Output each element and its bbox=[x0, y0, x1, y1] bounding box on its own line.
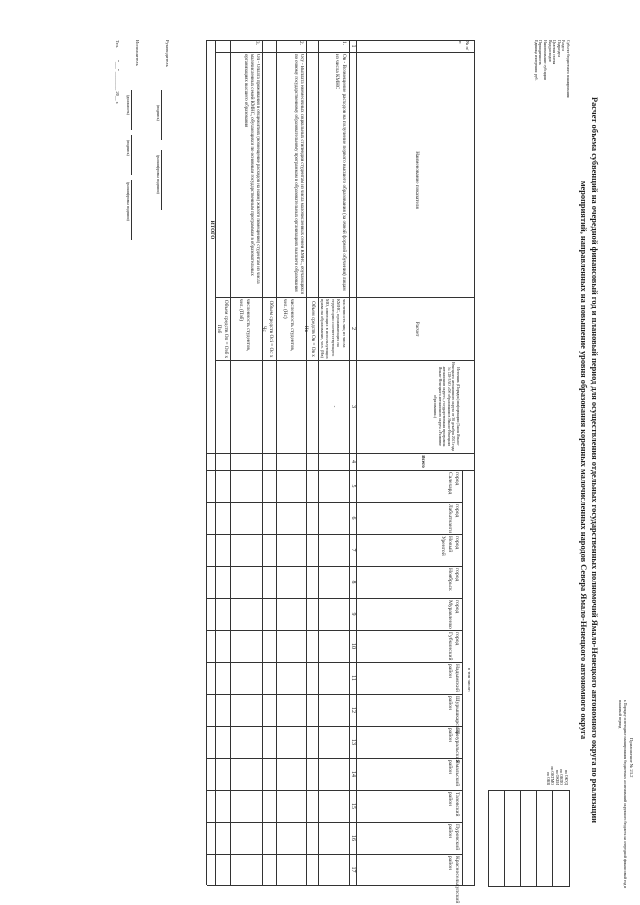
muni-krasnoselkupsky: Красноселькупский район bbox=[447, 856, 460, 904]
row-name: Оп - Оплата проживания в общежитиях (возмещение расходов на найм) жилого помещения) студентам из числа малочисленных семей КМНС, обучающихся по основным государственным программам в образовательных организациях высшего образования bbox=[243, 54, 260, 284]
col-number: 8 bbox=[350, 580, 356, 584]
muni-shuryshkary: Шурышкарский район bbox=[447, 696, 460, 735]
row-volume: Объем средств Осі = Ос x Чс bbox=[261, 300, 274, 358]
muni-tazovsky: Тазовский район bbox=[447, 792, 460, 817]
row-source: - bbox=[331, 405, 337, 408]
col-number: 1 bbox=[350, 44, 356, 48]
col-number: 9 bbox=[350, 612, 356, 616]
col-header-num: № п/п bbox=[458, 41, 470, 51]
name-hint: (расшифровка подписи) bbox=[156, 155, 160, 194]
col-number: 16 bbox=[350, 835, 356, 841]
muni-salekhard: город Салехард bbox=[447, 472, 460, 495]
row-volume: Объем средств Ов = Ов x Нв bbox=[303, 301, 316, 357]
col-number: 6 bbox=[350, 516, 356, 520]
col-number: 17 bbox=[350, 866, 356, 873]
col-number: 12 bbox=[350, 707, 356, 713]
row-calc: численность студентов, чел. (Пзб) bbox=[238, 299, 251, 352]
meta-periodicity: Периодичность bbox=[538, 40, 543, 66]
col-number: 13 bbox=[350, 739, 356, 745]
row-name: Осу - Выплата ежемесячных социальных стипендий студентам из числа малочисленных семей КМНС, обучающихся по очному государственному образовательному программам в образовательных организациях высшего образования bbox=[293, 54, 304, 295]
meta-block bbox=[533, 40, 570, 160]
col-number: 7 bbox=[350, 548, 356, 552]
sign-executor-label: Исполнитель bbox=[135, 40, 140, 66]
col-number: 14 bbox=[350, 771, 356, 777]
meta-section: Раздел bbox=[561, 40, 566, 51]
muni-novy-urengoy: город Новый Уренгой bbox=[440, 536, 460, 556]
sign-head-label: Руководитель bbox=[165, 40, 170, 67]
row-volume: Объем средств Оп = Озб x Пзб bbox=[216, 299, 229, 359]
title-line-1: Расчет объема субвенций на очередной финансовый год и плановый период для осуществления отдельных государственных полномочий Ямало-Ненецкого автономного округа по реализации bbox=[590, 97, 599, 823]
row-name: Ов - Возмещение расходов на получение первого высшего образования (за очной формой обучения) лицам из числа КМНС bbox=[334, 54, 347, 291]
code-okpo: по ОКПО bbox=[559, 769, 564, 785]
code-okv: по ОКВ bbox=[545, 772, 550, 785]
muni-priuralsky: Приуральский район bbox=[447, 728, 460, 763]
codes-labels bbox=[545, 745, 568, 785]
col-number: 2 bbox=[350, 327, 356, 330]
code-okei: по ОКЕИ bbox=[554, 769, 559, 785]
col-header-calc: Расчет bbox=[414, 321, 420, 337]
row-calc: численность студентов, чел. (Нс) bbox=[282, 299, 295, 352]
position-hint: (должность) bbox=[126, 95, 130, 115]
appendix-label: Приложение № 23.2 bbox=[629, 738, 634, 778]
row-num: 1. bbox=[341, 41, 347, 45]
col-number: 10 bbox=[350, 643, 356, 649]
col-number: 5 bbox=[350, 484, 356, 488]
row-num: 2. bbox=[298, 41, 304, 45]
meta-expense-type: Вид расходов bbox=[547, 40, 552, 62]
muni-nadym: Надымский район bbox=[447, 664, 460, 692]
muni-yamalsky: Ямальский район bbox=[447, 760, 460, 787]
col-number: 11 bbox=[350, 675, 356, 681]
codes-box bbox=[488, 790, 570, 887]
col-number: 3 bbox=[350, 405, 356, 408]
document-title bbox=[578, 40, 600, 880]
muni-noyabrsk: город Ноябрьск bbox=[447, 568, 460, 591]
col-header-total: Всего bbox=[420, 455, 425, 468]
total-row-label: ИТОГО bbox=[209, 220, 215, 240]
muni-gubkinsky: город Губкинский bbox=[447, 632, 460, 661]
meta-subsidy-name: Наименование субсидии bbox=[543, 40, 548, 80]
date-line: "___" ________ 20__ г. bbox=[115, 60, 120, 105]
meta-subsection: Подраздел bbox=[556, 40, 561, 57]
meta-subject: Субъект бюджетного планирования bbox=[566, 40, 570, 98]
phone-label: Тел. bbox=[115, 40, 120, 49]
meta-target-article: Целевая статья bbox=[552, 40, 557, 65]
col-number: 15 bbox=[350, 803, 356, 809]
row-calc: численность лиц из числа КМНС, проживающих на территории соответствующего МО, имеющих в использующих права на образование, чел. (Нв) bbox=[319, 299, 347, 359]
code-oktmo: по ОКТМО bbox=[550, 766, 555, 785]
name-hint-2: (расшифровка подписи) bbox=[126, 182, 130, 221]
sign-hint-2: (подпись) bbox=[126, 140, 130, 156]
row-num: 3. bbox=[254, 41, 260, 45]
col-header-source: Источник (Порядок) информации (Закон Ямало-Ненецкого автономного округа от 30 декабря 2013 года № 128-ЗАО «Об образовании в Ямало-Ненецком автономном округе», государственная программа Ямало-Ненецкого автономного округа «Развитие образования») bbox=[433, 361, 460, 452]
muni-purovsky: Пуровский район bbox=[447, 824, 460, 851]
code-okud: по ОКУД bbox=[564, 770, 568, 785]
sign-hint: (подпись) bbox=[156, 105, 160, 121]
col-number: 4 bbox=[350, 460, 356, 463]
meta-unit: Единица измерения: руб. bbox=[533, 40, 538, 81]
muni-muravlenko: город Муравленко bbox=[447, 600, 460, 629]
col-header-including: в том числе: bbox=[467, 668, 472, 692]
title-line-2: мероприятий, направленных на повышение уровня образования коренных малочисленных народов Севера Ямало-Ненецкого автономного округа bbox=[579, 180, 588, 740]
muni-labytnangi: город Лабытнанги bbox=[447, 504, 460, 534]
appendix-note: к Порядку и методике планирования бюджетных ассигнований окружного бюджета на очередной финансовый год и плановый период bbox=[618, 700, 627, 889]
col-header-name: Наименование показателя bbox=[414, 151, 420, 209]
